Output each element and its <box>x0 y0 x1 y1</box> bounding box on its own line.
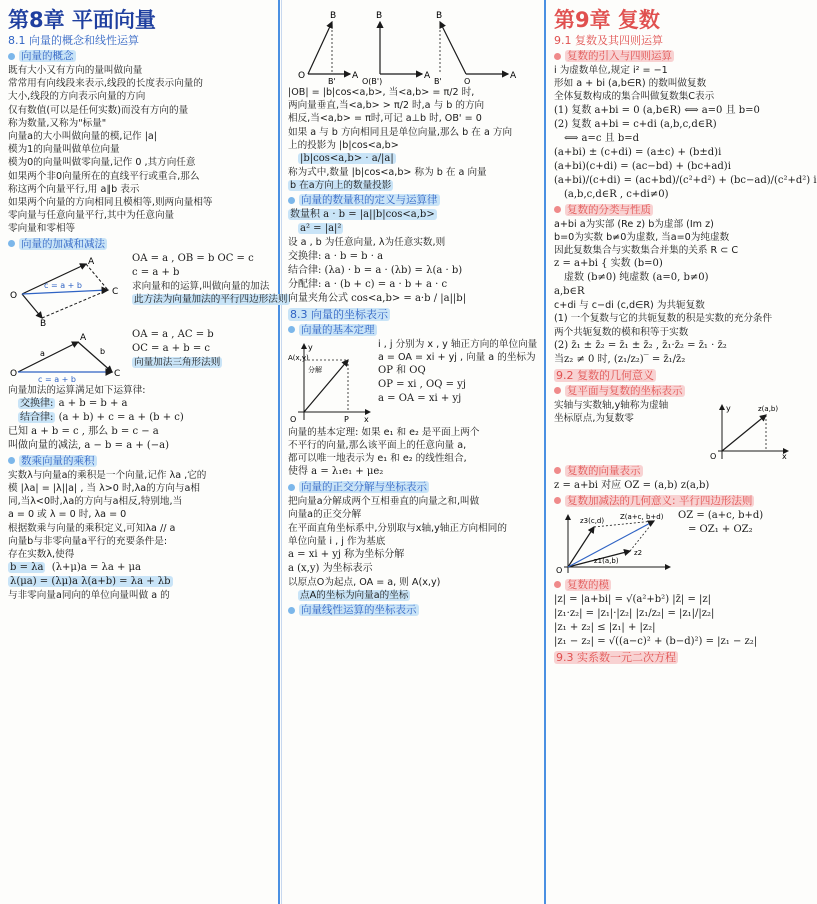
subheading-scalar: 数乘向量的乘积 <box>8 454 270 468</box>
conj-line: 两个共轭复数的模和积等于实数 <box>554 326 689 338</box>
concept-line: 称为数量,又称为"标量" <box>8 117 107 129</box>
class-line: b=0为实数 b≠0为虚数, 当a=0为纯虚数 <box>554 231 730 243</box>
eq-line: (a,b,c,d∈R , c+di≠0) <box>564 188 669 200</box>
proj3-label-b: B <box>436 11 443 21</box>
fig1-equations <box>132 252 290 306</box>
commutative-law: 交换律: a + b = b + a <box>20 397 128 409</box>
plane-label-y: y <box>726 403 731 413</box>
basis-figure-row <box>288 338 536 426</box>
case-line: c+di 与 c−di (c,d∈R) 为共轭复数 <box>554 300 705 312</box>
section-9-1-heading: 9.1 复数及其四则运算 <box>554 34 663 47</box>
proj-line: b 在a方向上的数量投影 <box>290 180 392 192</box>
mod-line: |z| = |a+bi| = √(a²+b²) |z̄| = |z| <box>554 593 712 605</box>
decomp-line: 以原点O为起点, OA = a, 则 A(x,y) <box>288 577 441 589</box>
intro-line: 全体复数构成的集合叫做复数集C表示 <box>554 91 715 103</box>
fig1-label-sum: c = a + b <box>44 280 82 290</box>
concept-line: 大小,线段的方向表示向量的方向 <box>8 91 146 103</box>
proj-line: 称为式中,数量 |b|cos<a,b> 称为 b 在 a 向量 <box>288 167 487 179</box>
scalar-line: 模 |λa| = |λ||a| , 当 λ>0 时,λa的方向与a相 <box>8 483 200 495</box>
fig2-eq: OC = a + b = c <box>132 342 211 354</box>
dot-def-square: a² = |a|² <box>300 223 342 235</box>
subheading-add-sub: 向量的加减和减法 <box>8 237 270 251</box>
fig1-label-o: O <box>10 290 18 301</box>
intro-line: i 为虚数单位,规定 i² = −1 <box>554 65 668 76</box>
decomp-line: 向量a的正交分解 <box>288 509 362 521</box>
dot-line: 两向量垂直,当<a,b> > π/2 时,a 与 b 的方向 <box>288 100 485 112</box>
theorem-line: 不平行的向量,那么该平面上的任意向量 a, <box>288 439 467 451</box>
fig2-label-avec: a <box>40 348 45 358</box>
subheading-dot: 向量的数量积的定义与运算律 <box>288 193 536 207</box>
bullet-icon <box>554 387 561 394</box>
subheading-geo: 复平面与复数的坐标表示 <box>554 384 792 398</box>
fig1-label-c: C <box>112 286 119 297</box>
eq-line: (a+bi)(c+di) = (ac−bd) + (bc+ad)i <box>554 160 731 172</box>
concept-line: 向量a的大小叫做向量的模,记作 |a| <box>8 131 158 143</box>
eq-line: (1) 复数 a+bi = 0 (a,b∈R) ⟺ a=0 且 b=0 <box>554 104 760 116</box>
coordinate-diagram <box>288 340 374 424</box>
concept-line: 如果两个向量的方向相同且模相等,则两向量相等 <box>8 197 213 209</box>
add-eq: = OZ₁ + OZ₂ <box>688 523 753 535</box>
vec-line: z = a+bi 对应 OZ = (a,b) z(a,b) <box>554 479 710 491</box>
decomp-line: a (x,y) 为坐标表示 <box>288 563 373 575</box>
subheading-basis: 向量的基本定理 <box>288 323 536 337</box>
complex-addition-diagram <box>554 511 674 575</box>
fig2-note: 向量加法三角形法则 <box>134 356 221 368</box>
proj1-label-o: O <box>298 71 306 81</box>
subheading-intro: 复数的引入与四则运算 <box>554 49 792 63</box>
decomp-line: 单位向量 i , j 作为基底 <box>288 535 386 547</box>
dot-line: 如果 a 与 b 方向相同且是单位向量,那么 b 在 a 方向 <box>288 126 513 138</box>
add-label-o: O <box>556 565 563 575</box>
fig2-equations <box>132 328 270 369</box>
coord-label-y: y <box>308 342 313 352</box>
add-label-z1: z1(a,b) <box>594 556 619 565</box>
associative-law: 结合律: (a + b) + c = a + (b + c) <box>20 411 184 423</box>
decomp-line: 点A的坐标为向量a的坐标 <box>300 590 409 602</box>
mod-line: |z₁·z₂| = |z₁|·|z₂| |z₁/z₂| = |z₁|/|z₂| <box>554 607 715 619</box>
concept-line: 模为0的向量叫做零向量,记作 0 ,其方向任意 <box>8 157 196 169</box>
subtraction-def: 已知 a + b = c , 那么 b = c − a <box>8 425 159 437</box>
add-label-z3: z3(c,d) <box>580 516 605 525</box>
fig2-label-c: C <box>114 368 121 379</box>
dot-def: 数量积 a · b = |a||b|cos<a,b> <box>290 209 435 221</box>
decomp-line: 在平面直角坐标系中,分别取与x轴,y轴正方向相同的 <box>288 522 507 534</box>
eq-line: ⟺ a=c 且 b=d <box>564 132 639 144</box>
proj3-label-o: O <box>464 77 471 86</box>
subheading-coord-op: 向量线性运算的坐标表示 <box>288 603 536 617</box>
coord-label-p: P <box>344 414 349 424</box>
subheading-concept: 向量的概念 <box>8 49 270 63</box>
coord-line: OP = xi , OQ = yj <box>378 379 466 391</box>
basis-line: i , j 分别为 x , y 轴正方向的单位向量 <box>378 338 538 350</box>
parallelogram-diagram <box>8 254 128 329</box>
complex-plane-row <box>554 399 792 463</box>
triangle-figure-row <box>8 328 270 384</box>
scalar-line: 向量b与非零向量a平行的充要条件是: <box>8 535 168 547</box>
complex-add-row <box>554 509 792 577</box>
proj3-label-a: A <box>510 71 517 81</box>
concept-line: 如果两个非0向量所在的直线平行或重合,那么 <box>8 170 200 182</box>
mod-line: |z₁ − z₂| = √((a−c)² + (b−d)²) = |z₁ − z₂| <box>554 635 758 647</box>
fig2-eq: OA = a , AC = b <box>132 328 214 340</box>
fig1-eq: c = a + b <box>132 266 180 278</box>
bullet-icon <box>288 326 295 333</box>
fig1-label-b: B <box>40 318 47 329</box>
section-9-2-heading: 9.2 复数的几何意义 <box>556 368 654 382</box>
eq-line: (a+bi)/(c+di) = (ac+bd)/(c²+d²) + (bc−ad)/(c²+d²) i <box>554 174 817 186</box>
bullet-icon <box>8 240 15 247</box>
bullet-icon <box>8 53 15 60</box>
add-equations <box>678 509 792 537</box>
fig1-label-a: A <box>88 256 95 267</box>
theorem-eq: 使得 a = λ₁e₁ + μe₂ <box>288 466 384 478</box>
fig2-label-sum: c = a + b <box>38 374 76 384</box>
dot-law: 结合律: (λa) · b = a · (λb) = λ(a · b) <box>288 264 463 276</box>
class-line: a+bi a为实部 (Re z) b为虚部 (Im z) <box>554 218 714 230</box>
scalar-line: a = 0 或 λ = 0 时, λa = 0 <box>8 509 127 521</box>
scalar-line: 根据数乘与向量的乘积定义,可知λa // a <box>8 522 176 534</box>
conj-line: (1) 一个复数与它的共轭复数的积是实数的充分条件 <box>554 313 773 325</box>
dot-line: 上的投影为 |b|cos<a,b> <box>288 139 399 151</box>
theorem-line: 向量的基本定理: 如果 e₁ 和 e₂ 是平面上两个 <box>288 426 480 438</box>
column-vectors-cont <box>280 0 544 904</box>
dot-line: 相反,当<a,b> = π时,可记 a⊥b 时, OB' = 0 <box>288 113 482 125</box>
scalar-eq-row: b = λa (λ+μ)a = λa + μa <box>10 562 142 574</box>
chapter8-title: 第8章 平面向量 <box>8 8 156 32</box>
triangle-diagram <box>8 330 128 382</box>
geo-text <box>554 399 704 425</box>
scalar-line: 存在实数λ,使得 <box>8 549 75 561</box>
add-label-z: Z(a+c, b+d) <box>620 512 664 521</box>
concept-text <box>8 64 270 236</box>
add-eq: OZ = (a+c, b+d) <box>678 509 764 521</box>
eq-line: (2) 复数 a+bi = c+di (a,b,c,d∈R) <box>554 118 717 130</box>
eq-line: (a+bi) ± (c+di) = (a±c) + (b±d)i <box>554 146 722 158</box>
proj2-label-o: O(B') <box>362 77 383 86</box>
bullet-icon <box>554 581 561 588</box>
bullet-icon <box>554 497 561 504</box>
plane-label-x: x <box>782 451 787 461</box>
concept-line: 称这两个向量平行,用 a∥b 表示 <box>8 183 140 195</box>
basis-line: a = OA = xi + yj , 向量 a 的坐标为 <box>378 351 536 363</box>
column-vectors <box>0 0 288 904</box>
section-9-3-heading: 9.3 实系数一元二次方程 <box>556 650 676 664</box>
coord-label-a: A(x,y) <box>288 353 309 362</box>
section-8-1-heading: 8.1 向量的概念和线性运算 <box>8 34 139 47</box>
concept-line: 仅有数值(可以是任何实数)而没有方向的量 <box>8 104 189 116</box>
unit-vector-line: 与非零向量a同向的单位向量叫做 a 的 <box>8 590 170 602</box>
section-8-3-heading: 8.3 向量的坐标表示 <box>290 307 388 321</box>
subheading-add: 复数加减法的几何意义: 平行四边形法则 <box>554 494 792 508</box>
scalar-line: 同,当λ<0时,λa的方向与a相反,特别地,当 <box>8 496 183 508</box>
fig1-eq: OA = a , OB = b OC = c <box>132 252 254 264</box>
subheading-vec: 复数的向量表示 <box>554 464 792 478</box>
add-label-z2: z2 <box>634 548 643 557</box>
coord-label-note: 分解 <box>308 365 322 374</box>
case-line: z = a+bi { 实数 (b=0) <box>554 258 663 270</box>
plane-label-z: z(a,b) <box>758 404 779 413</box>
proj2-label-a: A <box>424 71 431 81</box>
law-intro: 向量加法的运算满足如下运算律: <box>8 384 146 396</box>
coord-eq: a = OA = xi + yj <box>378 393 462 405</box>
conj-line: (2) z̄₁ ± z̄₂ = z̄₁ ± z̄₂ , z̄₁·z̄₂ = z̄₁ · z̄₂ <box>554 339 727 351</box>
intro-line: 形如 a + bi (a,b∈R) 的数叫做复数 <box>554 78 707 90</box>
coord-label-x: x <box>364 414 369 424</box>
proj3-label-bprime: B' <box>434 77 442 86</box>
fig2-label-o: O <box>10 368 18 379</box>
bullet-icon <box>288 607 295 614</box>
concept-line: 常常用有向线段来表示,线段的长度表示向量的 <box>8 78 203 90</box>
case-line: 虚数 (b≠0) 纯虚数 (a=0, b≠0) <box>564 272 709 284</box>
decomp-line: 把向量a分解成两个互相垂直的向量之和,叫做 <box>288 496 480 508</box>
class-line: 因此复数集合与实数集合并集的关系 R ⊂ C <box>554 245 739 257</box>
decomp-line: a = xi + yj 称为坐标分解 <box>288 549 405 561</box>
subheading-class: 复数的分类与性质 <box>554 203 792 217</box>
coord-label-o: O <box>290 414 297 424</box>
concept-line: 模为1的向量叫做单位向量 <box>8 144 120 156</box>
dot-law: 向量夹角公式 cos<a,b> = a·b / |a||b| <box>288 292 467 304</box>
fig1-note: 求向量和的运算,叫做向量的加法 <box>132 280 270 292</box>
mod-line: |z₁ + z₂| ≤ |z₁| + |z₂| <box>554 621 656 633</box>
proj1-label-bprime: B' <box>328 77 336 86</box>
concept-line: 既有大小又有方向的量叫做向量 <box>8 65 143 76</box>
projection-formula: |b|cos<a,b> · a/|a| <box>300 153 394 165</box>
projection-diagrams <box>288 8 538 84</box>
theorem-line: 都可以唯一地表示为 e₁ 和 e₂ 的线性组合, <box>288 453 467 465</box>
bullet-icon <box>8 457 15 464</box>
scalar-eq-row: λ(μa) = (λμ)a λ(a+b) = λa + λb <box>10 576 171 588</box>
bullet-icon <box>288 484 295 491</box>
bullet-icon <box>554 467 561 474</box>
plane-label-o: O <box>710 451 717 461</box>
bullet-icon <box>288 197 295 204</box>
basis-equations <box>378 338 537 406</box>
dot-law: 交换律: a · b = b · a <box>288 250 384 262</box>
column-complex <box>546 0 817 904</box>
chapter9-title: 第9章 复数 <box>554 8 660 32</box>
subheading-mod: 复数的模 <box>554 578 792 592</box>
scalar-line: 实数λ与向量a的乘积是一个向量,记作 λa ,它的 <box>8 469 207 481</box>
complex-plane-diagram <box>708 401 792 461</box>
dot-law: 分配律: a · (b + c) = a · b + a · c <box>288 278 448 290</box>
proj1-label-a: A <box>352 71 359 81</box>
case-line: a,b∈R <box>554 286 585 298</box>
conj-line: 当z₂ ≠ 0 时, (z₁/z₂)‾ = z̄₁/z̄₂ <box>554 353 686 365</box>
dot-line: |OB| = |b|cos<a,b>, 当<a,b> = π/2 时, <box>288 87 475 98</box>
proj1-label-b: B <box>330 11 337 21</box>
proj2-label-b: B <box>376 11 383 21</box>
subheading-decomp: 向量的正交分解与坐标表示 <box>288 480 536 494</box>
coord-line: OP 和 OQ <box>378 365 426 377</box>
fig2-label-a: A <box>80 332 87 343</box>
fig1-note: 此方法为向量加法的平行四边形法则 <box>134 293 288 305</box>
geo-line: 实轴与实数轴,y轴称为虚轴 <box>554 399 669 411</box>
dot-note: 设 a , b 为任意向量, λ为任意实数,则 <box>288 237 446 249</box>
concept-line: 零向量与任意向量平行,其中为任意向量 <box>8 210 175 222</box>
bullet-icon <box>554 206 561 213</box>
parallelogram-figure-row <box>8 252 288 329</box>
bullet-icon <box>554 53 561 60</box>
geo-line: 坐标原点,为复数零 <box>554 413 634 425</box>
concept-line: 零向量和零相等 <box>8 223 76 235</box>
subtraction-law: 叫做向量的减法, a − b = a + (−a) <box>8 439 170 451</box>
fig2-label-bvec: b <box>100 346 106 356</box>
